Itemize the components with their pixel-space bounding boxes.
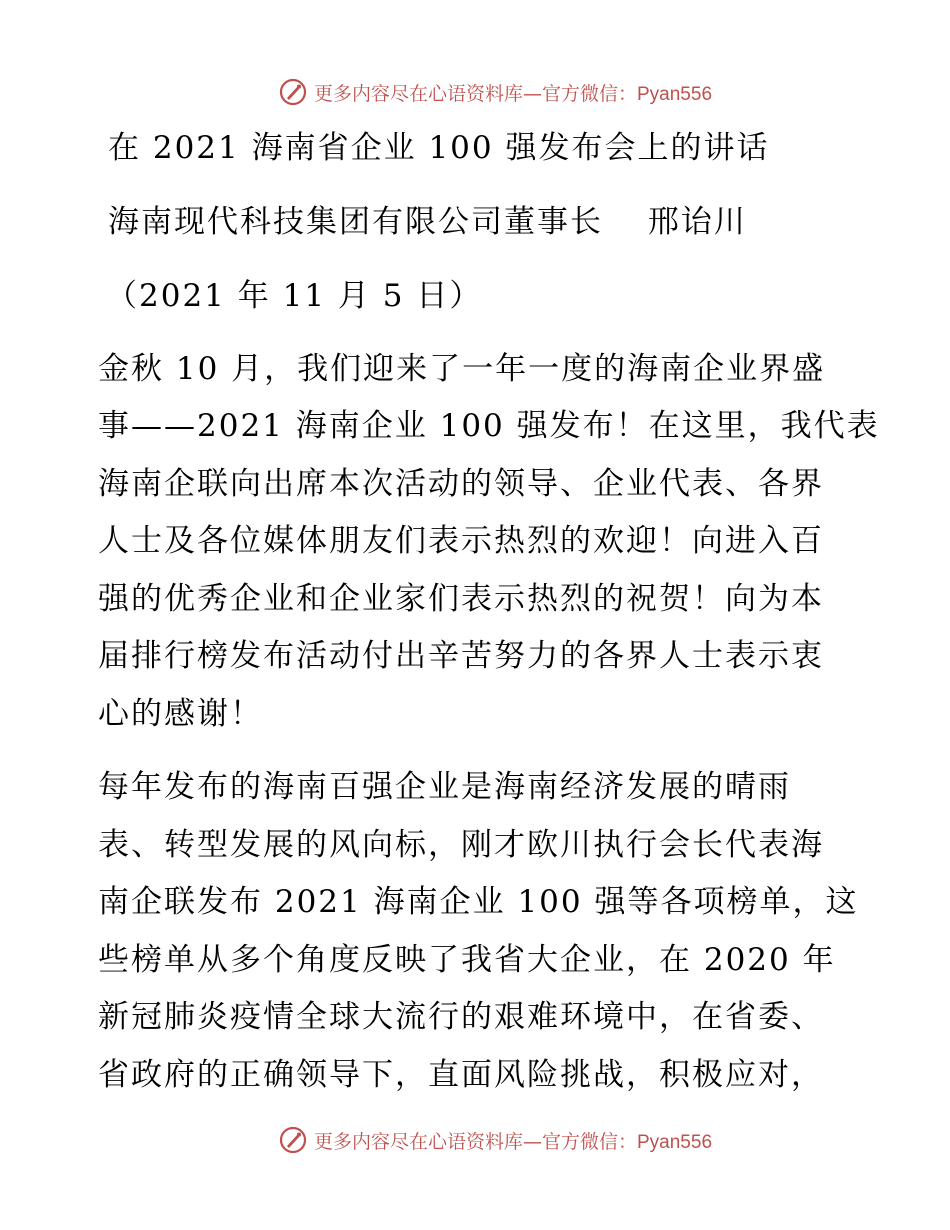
document-title: 在 2021 海南省企业 100 强发布会上的讲话 — [108, 130, 770, 166]
paragraph-line: 南企联发布 2021 海南企业 100 强等各项榜单，这 — [98, 884, 859, 920]
pen-nib-logo-icon — [278, 77, 308, 107]
paragraph-line: 事——2021 海南企业 100 强发布！在这里，我代表 — [98, 408, 880, 444]
watermark-label: 官方微信： — [541, 1130, 637, 1153]
watermark-text — [314, 1127, 712, 1154]
watermark-main: 更多内容尽在心语资料库 — [313, 82, 523, 105]
paragraph-line: 每年发布的海南百强企业是海南经济发展的晴雨 — [98, 769, 791, 805]
paragraph-line: 强的优秀企业和企业家们表示热烈的祝贺！向为本 — [98, 581, 824, 617]
watermark-group — [278, 77, 712, 107]
paragraph-line: 届排行榜发布活动付出辛苦努力的各界人士表示衷 — [98, 638, 824, 674]
watermark-label: 官方微信： — [541, 82, 637, 105]
paragraph-line: 些榜单从多个角度反映了我省大企业，在 2020 年 — [98, 942, 836, 978]
footer-watermark — [0, 1120, 950, 1160]
paragraph-line: 人士及各位媒体朋友们表示热烈的欢迎！向进入百 — [98, 523, 824, 559]
paragraph-line: 新冠肺炎疫情全球大流行的艰难环境中，在省委、 — [98, 999, 824, 1035]
watermark-group — [278, 1125, 712, 1155]
header-watermark — [0, 72, 950, 112]
date-line: （2021 年 11 月 5 日） — [106, 278, 483, 314]
watermark-sep: — — [522, 1130, 542, 1153]
paragraph-line: 海南企联向出席本次活动的领导、企业代表、各界 — [98, 466, 824, 502]
watermark-id: Pyan556 — [637, 1131, 713, 1153]
paragraph-line: 心的感谢！ — [98, 696, 263, 732]
pen-nib-logo-icon — [278, 1125, 308, 1155]
paragraph-line: 省政府的正确领导下，直面风险挑战，积极应对， — [98, 1057, 824, 1093]
watermark-main: 更多内容尽在心语资料库 — [313, 1130, 523, 1153]
speaker-line: 海南现代科技集团有限公司董事长 邢诒川 — [108, 204, 747, 240]
watermark-text — [314, 79, 712, 106]
watermark-id: Pyan556 — [637, 83, 713, 105]
paragraph-line: 金秋 10 月，我们迎来了一年一度的海南企业界盛 — [98, 351, 826, 387]
watermark-sep: — — [522, 82, 542, 105]
paragraph-line: 表、转型发展的风向标，刚才欧川执行会长代表海 — [98, 827, 824, 863]
